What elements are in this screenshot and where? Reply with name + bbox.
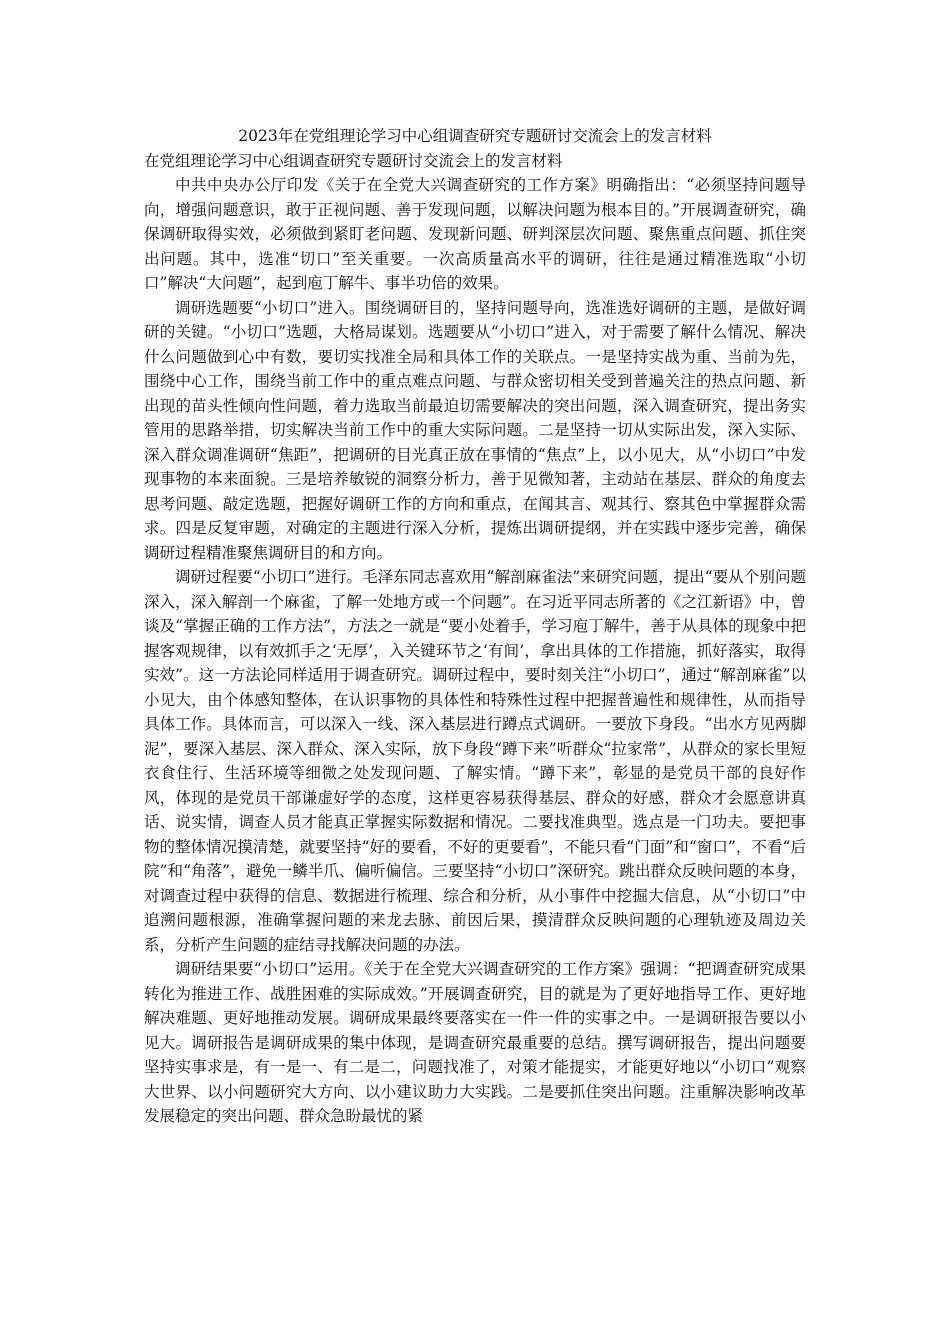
document-subtitle: 在党组理论学习中心组调查研究专题研讨交流会上的发言材料 — [144, 151, 563, 170]
document-body — [144, 124, 806, 1129]
document-title: 2023年在党组理论学习中心组调查研究专题研讨交流会上的发言材料 — [238, 127, 712, 145]
paragraph-research-results: 调研结果要“小切口”运用。《关于在全党大兴调查研究的工作方案》强调：“把调查研究成果转化为推进工作、战胜困难的实际成效。”开展调查研究，目的就是为了更好地指导工作、更好地解决难题、更好地推动发展。调研成果最终要落实在一件一件的实事之中。一是调研报告要以小见大。调研报告是调研成果的集中体现，是调查研究最重要的总结。撰写调研报告，提出问题要坚持实事求是，有一是一、有二是二，问题找准了，对策才能提实，才能更好地以“小切口”观察大世界、以小问题研究大方向、以小建议助力大实践。二是要抓住突出问题。注重解决影响改革发展稳定的突出问题、群众急盼最忧的紧 — [144, 960, 806, 1125]
paragraph-intro: 中共中央办公厅印发《关于在全党大兴调查研究的工作方案》明确指出：“必须坚持问题导向，增强问题意识，敢于正视问题、善于发现问题，以解决问题为根本目的。”开展调查研究，确保调研取得实效，必须做到紧盯老问题、发现新问题、研判深层次问题、聚焦重点问题、抓住突出问题。其中，选准“切口”至关重要。一次高质量高水平的调研，往往是通过精准选取“小切口”解决“大问题”，起到庖丁解牛、事半功倍的效果。 — [144, 176, 806, 292]
paragraph-topic-selection: 调研选题要“小切口”进入。围绕调研目的，坚持问题导向，选准选好调研的主题，是做好调研的关键。“小切口”选题，大格局谋划。选题要从“小切口”进入，对于需要了解什么情况、解决什么问题做到心中有数，要切实找准全局和具体工作的关联点。一是坚持实战为重、当前为先，围绕中心工作，围绕当前工作中的重点难点问题、与群众密切相关受到普遍关注的热点问题、新出现的苗头性倾向性问题，着力选取当前最迫切需要解决的突出问题，深入调查研究，提出务实管用的思路举措，切实解决当前工作中的重大实际问题。二是坚持一切从实际出发，深入实际、深入群众调准调研“焦距”，把调研的目光真正放在事情的“焦点”上，以小见大，从“小切口”中发现事物的本来面貌。三是培养敏锐的洞察分析力，善于见微知著，主动站在基层、群众的角度去思考问题、敲定选题，把握好调研工作的方向和重点，在闻其言、观其行、察其色中掌握群众需求。四是反复审题，对确定的主题进行深入分析，提炼出调研提纲，并在实践中逐步完善，确保调研过程精准聚焦调研目的和方向。 — [144, 298, 806, 562]
paragraph-research-process: 调研过程要“小切口”进行。毛泽东同志喜欢用“解剖麻雀法”来研究问题，提出“要从个别问题深入，深入解剖一个麻雀，了解一处地方或一个问题”。在习近平同志所著的《之江新语》中，曾谈及“掌握正确的工作方法”，方法之一就是“要小处着手，学习庖丁解牛，善于从具体的现象中把握客观规律，以有效抓手之‘无厚’，入关键环节之‘有间’，拿出具体的工作措施，抓好落实，取得实效”。这一方法论同样适用于调查研究。调研过程中，要时刻关注“小切口”，通过“解剖麻雀”以小见大，由个体感知整体，在认识事物的具体性和特殊性过程中把握普遍性和规律性，从而指导具体工作。具体而言，可以深入一线、深入基层进行蹲点式调研。一要放下身段。“出水方见两脚泥”，要深入基层、深入群众、深入实际，放下身段“蹲下来”听群众“拉家常”，从群众的家长里短衣食住行、生活环境等细微之处发现问题、了解实情。“蹲下来”，彰显的是党员干部的良好作风，体现的是党员干部谦虚好学的态度，这样更容易获得基层、群众的好感，群众才会愿意讲真话、说实情，调查人员才能真正掌握实际数据和情况。二要找准典型。选点是一门功夫。要把事物的整体情况摸清楚，就要坚持“好的要看，不好的更要看”，不能只看“门面”和“窗口”，不看“后院”和“角落”，避免一鳞半爪、偏听偏信。三要坚持“小切口”深研究。跳出群众反映问题的本身，对调查过程中获得的信息、数据进行梳理、综合和分析，从小事件中挖掘大信息，从“小切口”中追溯问题根源，准确掌握问题的来龙去脉、前因后果，摸清群众反映问题的心理轨迹及周边关系，分析产生问题的症结寻找解决问题的办法。 — [144, 568, 806, 954]
